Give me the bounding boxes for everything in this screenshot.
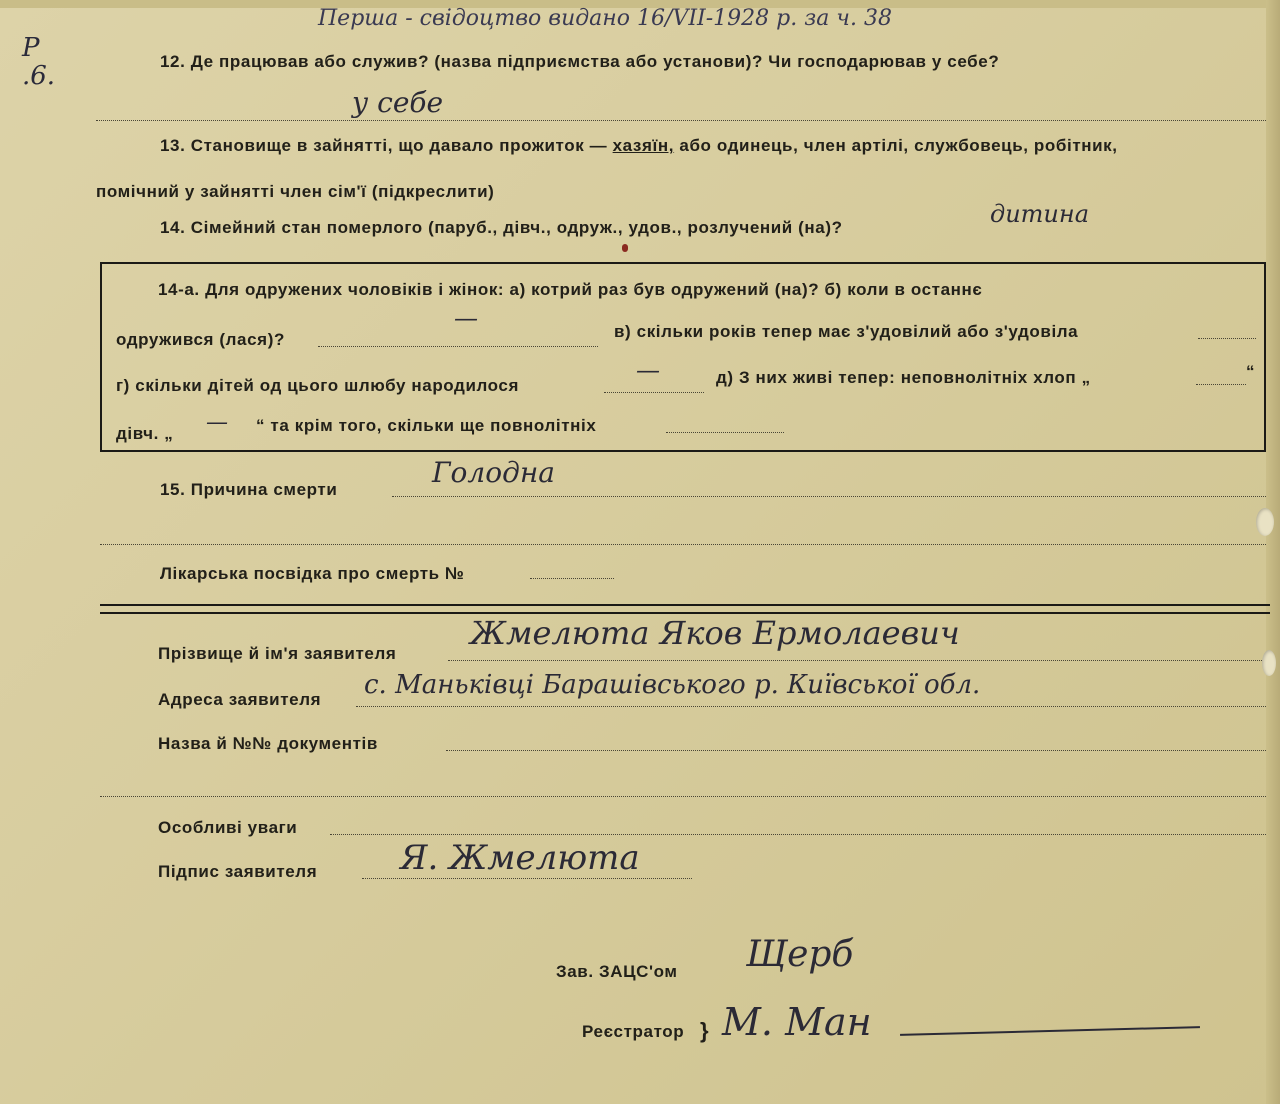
q14a-line2-dash: — xyxy=(454,304,478,332)
applicant-docs-line xyxy=(446,750,1266,751)
head-label: Зав. ЗАЦС'ом xyxy=(556,962,678,981)
q13-prefix: 13. Становище в зайнятті, що давало прожиток — xyxy=(160,136,608,155)
registrar-signature: М. Ман xyxy=(722,1000,872,1044)
header-note: Перша - свідоцтво видано 16/VII-1928 р. за ч. 38 xyxy=(318,6,892,31)
medical-label: Лікарська посвідка про смерть № xyxy=(160,564,465,583)
applicant-notes-label: Особливі уваги xyxy=(158,818,298,837)
section-rule-1 xyxy=(100,604,1270,606)
q12-line xyxy=(96,120,1266,121)
applicant-address-label: Адреса заявителя xyxy=(158,690,322,709)
applicant-docs-line2 xyxy=(100,796,1266,797)
q14a-line2-a: одружився (лася)? xyxy=(116,330,285,349)
applicant-address-line xyxy=(356,706,1266,707)
q12-label: 12. Де працював або служив? (назва підприємства або установи)? Чи господарював у себе? xyxy=(160,52,1000,71)
q14a-line3-b: д) З них живі тепер: неповнолітніх хлоп „ xyxy=(716,368,1091,387)
q14a-line4-dash: — xyxy=(206,410,228,435)
q14-answer: дитина xyxy=(990,200,1089,228)
q14a-line3-dash: — xyxy=(636,356,660,384)
q13-line2: помічний у зайнятті член сім'ї (підкреслити) xyxy=(96,182,495,201)
q14a-line3-blank2 xyxy=(1196,384,1246,385)
margin-annotation: Р .6. xyxy=(22,33,56,91)
medical-line xyxy=(530,578,614,579)
q14a-line2 xyxy=(116,330,285,350)
q14a-line4-blank xyxy=(666,432,784,433)
registrar-signature-flourish xyxy=(900,1026,1200,1036)
q14a-line4-a: дівч. „ xyxy=(116,424,174,443)
applicant-name-line xyxy=(448,660,1266,661)
applicant-docs-label: Назва й №№ документів xyxy=(158,734,378,753)
ink-mark xyxy=(622,244,628,252)
q14a-line3-quote: “ xyxy=(1246,362,1256,381)
q14a-line1: 14-а. Для одружених чоловіків і жінок: а) котрий раз був одружений (на)? б) коли в останнє xyxy=(158,280,983,299)
applicant-address-value: с. Маньківці Барашівського р. Київської обл. xyxy=(364,670,981,700)
applicant-name-label: Прізвище й ім'я заявителя xyxy=(158,644,397,663)
punch-hole xyxy=(1256,508,1274,536)
paper-right-edge xyxy=(1266,0,1280,1104)
q14a-line2-blank xyxy=(318,346,598,347)
applicant-signature-value: Я. Жмелюта xyxy=(400,838,640,878)
q14a-line2-b: в) скільки років тепер має з'удовілий або з'удовіла xyxy=(614,322,1079,341)
registrar-label: Реєстратор xyxy=(582,1022,685,1041)
q13-underlined-option: хазяїн, xyxy=(612,136,675,155)
applicant-name-value: Жмелюта Яков Ермолаевич xyxy=(470,614,960,652)
q15-line xyxy=(392,496,1266,497)
q15-label: 15. Причина смерти xyxy=(160,480,338,499)
q14-label: 14. Сімейний стан померлого (паруб., дівч., одруж., удов., розлучений (на)? xyxy=(160,218,843,237)
q14a-line2-end xyxy=(1198,338,1256,339)
q15-answer: Голодна xyxy=(432,456,555,489)
q13-suffix: або одинець, член артілі, службовець, робітник, xyxy=(679,136,1118,155)
q13-line1 xyxy=(160,136,1118,156)
head-signature: Щерб xyxy=(746,934,854,975)
q12-answer: у себе xyxy=(352,86,444,119)
applicant-signature-label: Підпис заявителя xyxy=(158,862,318,881)
applicant-signature-line xyxy=(362,878,692,879)
q15-line2 xyxy=(100,544,1266,545)
q14a-line3-blank xyxy=(604,392,704,393)
q14a-line3-a: г) скільки дітей од цього шлюбу народилося xyxy=(116,376,520,395)
registrar-brace: } xyxy=(700,1018,710,1043)
q14a-line4-b: “ та крім того, скільки ще повнолітніх xyxy=(256,416,597,435)
punch-hole xyxy=(1262,650,1276,676)
applicant-notes-line xyxy=(330,834,1266,835)
